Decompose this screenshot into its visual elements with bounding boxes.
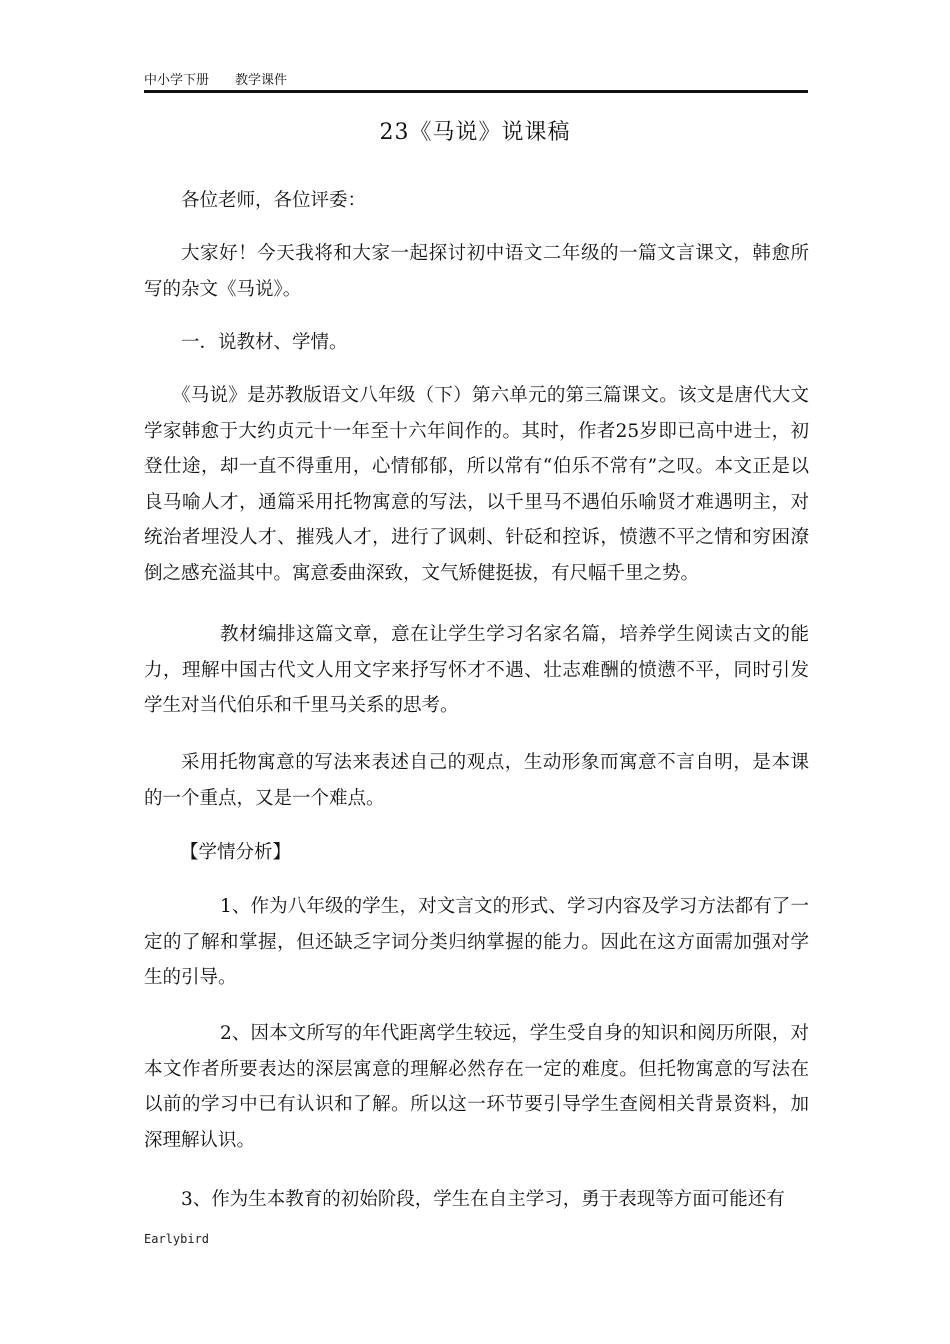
paragraph-intro: [144, 236, 809, 307]
paragraph-analysis-3: [144, 1182, 809, 1218]
paragraph-purpose: [144, 617, 809, 724]
paragraph-analysis-2: [144, 1016, 809, 1158]
section-heading-1: [144, 325, 809, 361]
paragraph-text: 1、作为八年级的学生，对文言文的形式、学习内容及学习方法都有了一定的了解和掌握，但还缺乏字词分类归纳掌握的能力。因此在这方面需加强对学生的引导。: [144, 896, 809, 988]
paragraph-text: 2、因本文所写的年代距离学生较远，学生受自身的知识和阅历所限，对本文作者所要表达的深层寓意的理解必然存在一定的难度。但托物寓意的写法在以前的学习中已有认识和了解。所以这一环节要引导学生查阅相关背景资料，加深理解认识。: [144, 1023, 809, 1151]
header-right-text: 教学课件: [235, 73, 288, 88]
header-left-text: 中小学下册: [144, 73, 210, 88]
page-footer: Earlybird: [144, 1232, 210, 1246]
paragraph-text: 一．说教材、学情。: [181, 332, 348, 353]
paragraph-analysis-1: [144, 889, 809, 996]
header-divider: [144, 90, 808, 93]
paragraph-greeting: [144, 183, 809, 219]
document-title: 23《马说》说课稿: [379, 120, 571, 145]
page-header: [144, 72, 808, 90]
paragraph-key-point: [144, 745, 809, 816]
paragraph-text: 3、作为生本教育的初始阶段，学生在自主学习，勇于表现等方面可能还有: [181, 1189, 785, 1210]
paragraph-text: 各位老师，各位评委：: [181, 190, 367, 211]
paragraph-text: 《马说》是苏教版语文八年级（下）第六单元的第三篇课文。该文是唐代大文学家韩愈于大约贞元十一年至十六年间作的。其时，作者25岁即已高中进士，初登仕途，却一直不得重用，心情郁郁，所以常有“伯乐不常有”之叹。本文正是以良马喻人才，通篇采用托物寓意的写法，以千里马不遇伯乐喻贤才难遇明主，对统治者埋没人才、摧残人才，进行了讽刺、针砭和控诉，愤懑不平之情和穷困潦倒之感充溢其中。寓意委曲深致，文气矫健挺拔，有尺幅千里之势。: [144, 385, 809, 584]
paragraph-text: 【学情分析】: [180, 842, 292, 863]
paragraph-text: 教材编排这篇文章，意在让学生学习名家名篇，培养学生阅读古文的能力，理解中国古代文人用文字来抒写怀才不遇、壮志难酬的愤懑不平，同时引发学生对当代伯乐和千里马关系的思考。: [144, 624, 809, 716]
paragraph-textbook: [144, 378, 809, 591]
section-heading-analysis: [144, 835, 809, 871]
paragraph-text: 采用托物寓意的写法来表述自己的观点，生动形象而寓意不言自明，是本课的一个重点，又是一个难点。: [144, 752, 809, 809]
paragraph-text: 大家好！今天我将和大家一起探讨初中语文二年级的一篇文言课文，韩愈所写的杂文《马说》。: [144, 243, 809, 300]
